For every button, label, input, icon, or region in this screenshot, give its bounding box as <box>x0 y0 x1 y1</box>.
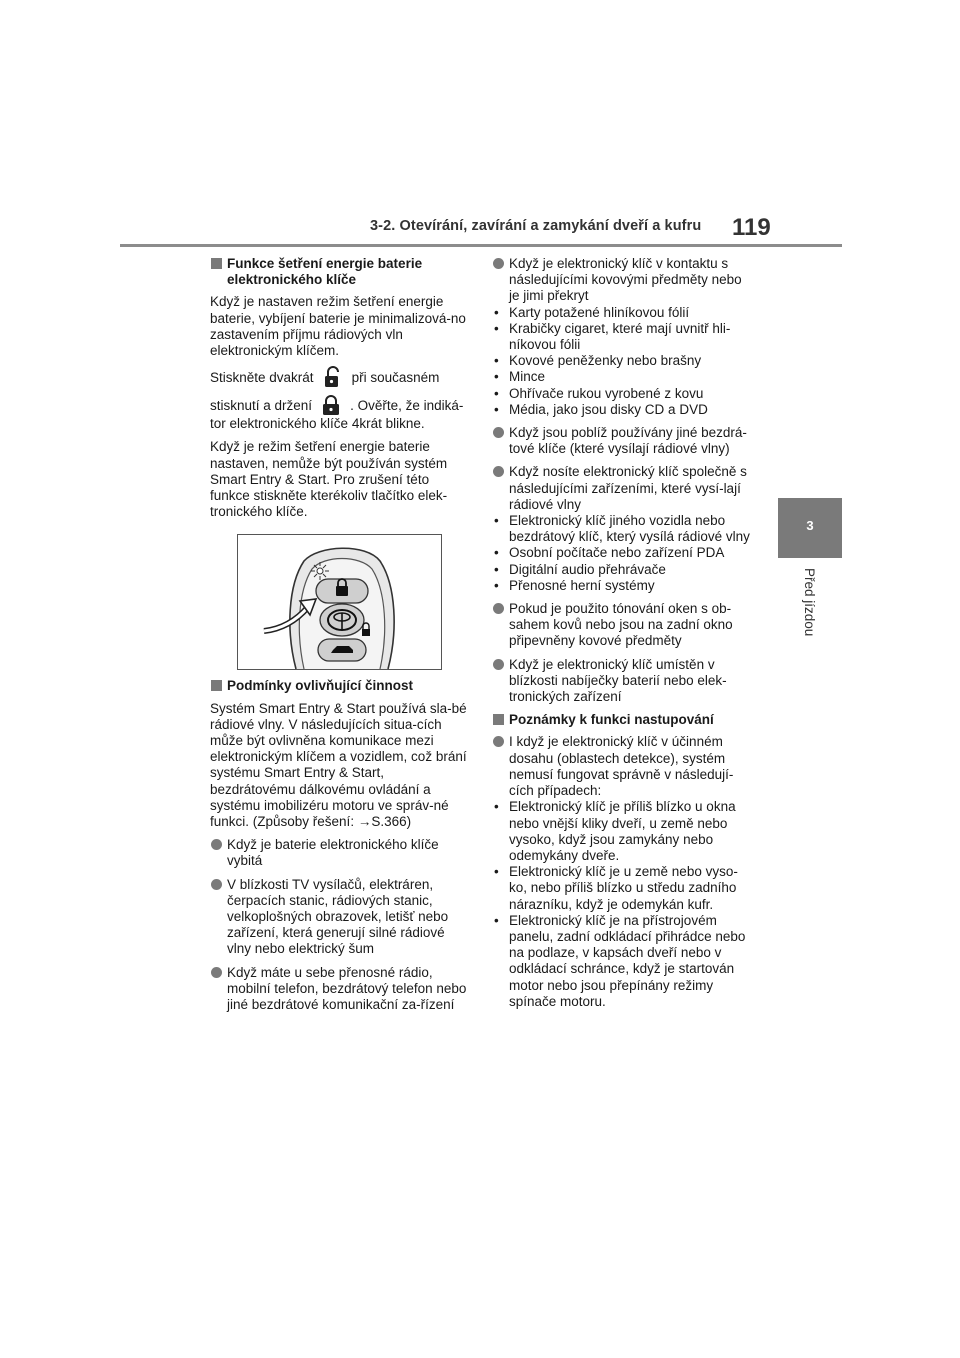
paragraph-instruction-2: stisknutí a držení . Ověřte, že indiká-tor elektronického klíče 4krát blikne. <box>210 394 472 432</box>
chapter-label: Před jízdou <box>802 568 817 637</box>
condition-item: V blízkosti TV vysílačů, elektráren, čerpacích stanic, rádiových stanic, velkoplošných obrazovek, letišť nebo zařízení, která generují silné rádiové vlny nebo elektrický šum <box>210 877 472 958</box>
list-item: • Elektronický klíč je u země nebo vyso-ko, nebo příliš blízko u středu zadního nárazníku, když je odemykán kufr. <box>494 864 738 912</box>
header-rule <box>120 244 842 247</box>
chapter-number: 3 <box>806 518 814 533</box>
heading-battery-saving: Funkce šetření energie baterie elektronického klíče <box>210 256 472 288</box>
right-column <box>492 256 754 1017</box>
heading-square-icon <box>493 714 504 725</box>
list-item: • Média, jako jsou disky CD a DVD <box>494 401 708 417</box>
heading-entry-notes: Poznámky k funkci nastupování <box>492 712 754 728</box>
section-title: 3-2. Otevírání, zavírání a zamykání dveří a kufru <box>370 218 702 234</box>
paragraph-instruction-1: Stiskněte dvakrát při současném <box>210 366 472 388</box>
chapter-label-box <box>772 568 848 648</box>
list-item: • Mince <box>494 369 546 385</box>
condition-item: Když je baterie elektronického klíče vybitá <box>210 837 472 869</box>
chapter-tab[interactable] <box>778 498 842 558</box>
left-column <box>210 256 472 1020</box>
heading-square-icon <box>211 680 222 691</box>
bullet-circle-icon <box>493 659 504 670</box>
list-item: • Osobní počítače nebo zařízení PDA <box>494 545 725 561</box>
list-item: • Elektronický klíč jiného vozidla nebo bezdrátový klíč, který vysílá rádiové vlny <box>494 513 750 545</box>
bullet-circle-icon <box>211 839 222 850</box>
bullet-circle-icon <box>493 427 504 438</box>
bullet-circle-icon <box>493 603 504 614</box>
list-item: • Přenosné herní systémy <box>494 577 655 593</box>
list-item: • Ohřívače rukou vyrobené z kovu <box>494 385 704 401</box>
condition-item: Pokud je použito tónování oken s ob-sahem kovů nebo jsou na zadní okno připevněny kovové předměty <box>492 601 754 650</box>
page-number: 119 <box>732 214 771 241</box>
condition-item: Když je elektronický klíč umístěn v blízkosti nabíječky baterií nebo elek-tronických zařízení <box>492 657 754 706</box>
paragraph: Když je nastaven režim šetření energie baterie, vybíjení baterie je minimalizová-no zastavením příjmu rádiových vln elektronickým klíčem. <box>210 294 466 359</box>
bullet-circle-icon <box>493 466 504 477</box>
electronic-key-icon <box>238 535 443 671</box>
list-item: • Karty potažené hliníkovou fólií <box>494 304 690 320</box>
lock-button-icon <box>320 394 342 416</box>
heading-square-icon <box>211 258 222 269</box>
bullet-circle-icon <box>211 967 222 978</box>
condition-item: Když jsou poblíž používány jiné bezdrá-tové klíče (které vysílají rádiové vlny) <box>492 425 754 457</box>
sub-list <box>492 799 754 1010</box>
key-illustration <box>237 534 442 670</box>
bullet-circle-icon <box>211 879 222 890</box>
list-item: • Kovové peněženky nebo brašny <box>494 353 702 369</box>
paragraph: Systém Smart Entry & Start používá sla-bé rádiové vlny. V následujících situa-cích může být ovlivněna komunikace mezi elektronickým klíčem a vozidlem, což brání systému Smart Entry & Start, bezdrátovému dálkovému ovládání a systému imobilizéru motoru ve správ-né funkci. (Způsoby řešení: →S.366) <box>210 700 467 830</box>
bullet-circle-icon <box>493 736 504 747</box>
sub-list <box>492 305 754 418</box>
heading-conditions: Podmínky ovlivňující činnost <box>210 678 472 694</box>
list-item: • Elektronický klíč je na přístrojovém panelu, zadní odkládací přihrádce nebo na podlaze, v kapsách dveří nebo v odkládací schránce, když je startován motor nebo jsou přepínány režimy spínače motoru. <box>494 912 746 1009</box>
list-item: • Krabičky cigaret, které mají uvnitř hli-níkovou fólii <box>494 320 731 353</box>
list-item: • Elektronický klíč je příliš blízko u okna nebo vnější kliky dveří, u země nebo vysoko, když jsou zamykány nebo odemykány dveře. <box>494 799 736 863</box>
list-item: • Digitální audio přehrávače <box>494 561 666 577</box>
paragraph: Když je režim šetření energie baterie nastaven, nemůže být používán systém Smart Entry & Start. Pro zrušení této funkce stiskněte kterékoliv tlačítko elek-tronického klíče. <box>210 439 448 520</box>
bullet-circle-icon <box>493 258 504 269</box>
condition-item: Když nosíte elektronický klíč společně s následujícími zařízeními, které vysí-lají rádiové vlny • Elektronický klíč jiného vozidla nebo bezdrátový klíč, který vysílá rádiové vlny • Osobní počítače nebo zařízení PDA • Digitální audio přehrávače • Přenosné herní systémy <box>492 464 754 594</box>
condition-item: I když je elektronický klíč v účinném dosahu (oblastech detekce), systém nemusí fungovat správně v následují-cích případech: • Elektronický klíč je příliš blízko u okna nebo vnější kliky dveří, u země nebo vysoko, když jsou zamykány nebo odemykány dveře. • Elektronický klíč je u země nebo vyso-ko, nebo příliš blízko u středu zadního nárazníku, když je odemykán kufr. • Elektronický klíč je na přístrojovém panelu, zadní odkládací přihrádce nebo na podlaze, v kapsách dveří nebo v odkládací schránce, když je startován motor nebo jsou přepínány režimy spínače motoru. <box>492 734 754 1009</box>
condition-item: Když je elektronický klíč v kontaktu s následujícími kovovými předměty nebo je jimi překryt • Karty potažené hliníkovou fólií • Krabičky cigaret, které mají uvnitř hli-níkovou fólii • Kovové peněženky nebo brašny • Mince • Ohřívače rukou vyrobené z kovu • Média, jako jsou disky CD a DVD <box>492 256 754 418</box>
condition-item: Když máte u sebe přenosné rádio, mobilní telefon, bezdrátový telefon nebo jiné bezdrátové komunikační za-řízení <box>210 965 472 1014</box>
unlock-button-icon <box>322 366 344 388</box>
sub-list <box>492 513 754 594</box>
